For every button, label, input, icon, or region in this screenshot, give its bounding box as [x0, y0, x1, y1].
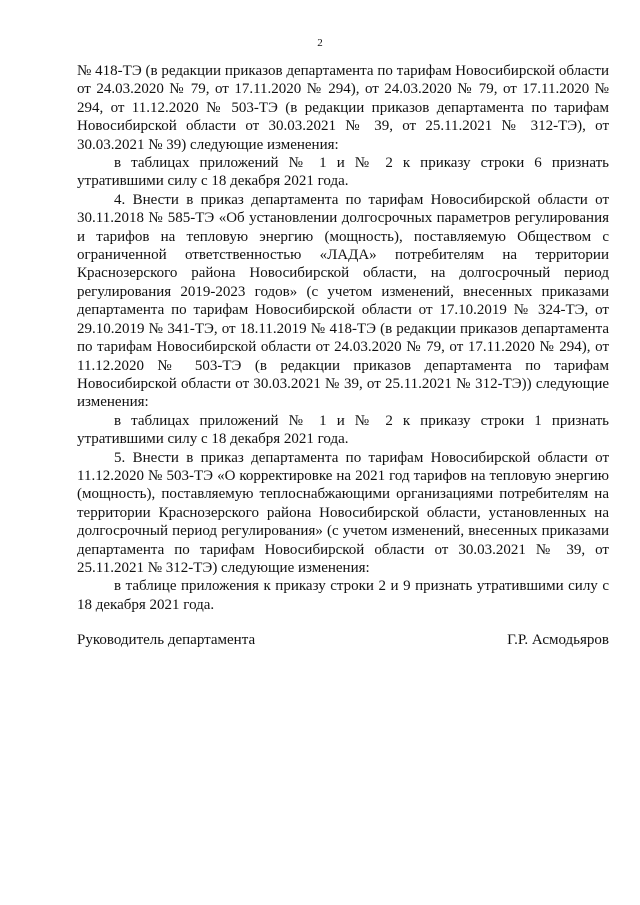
signatory-name: Г.Р. Асмодьяров — [507, 632, 609, 648]
page-number: 2 — [317, 37, 323, 49]
signatory-position: Руководитель департамента — [77, 632, 256, 648]
paragraph-item-4: 4. Внести в приказ департамента по тарифам Новосибирской области от 30.11.2018 № 585-ТЭ «Об установлении долгосрочных параметров регулирования и тарифов на тепловую энергию (мощность), поставляемую Обществом с ограниченной ответственностью «ЛАДА» потребителям на территории Краснозерского района Новосибирской области, на долгосрочный период регулирования 2019-2023 годов» (с учетом изменений, внесенных приказами департамента по тарифам Новосибирской области от 17.10.2019 № 324-ТЭ, от 29.10.2019 № 341-ТЭ, от 18.11.2019 № 418-ТЭ (в редакции приказов департамента по тарифам Новосибирской области от 24.03.2020 № 79, от 17.11.2020 № 294), от 11.12.2020 № 503-ТЭ (в редакции приказов департамента по тарифам Новосибирской области от 30.03.2021 № 39, от 25.11.2021 № 312-ТЭ)) следующие изменения: — [77, 191, 609, 411]
paragraph-item-5-change: в таблице приложения к приказу строки 2 и 9 признать утратившими силу с 18 декабря 2021 года. — [77, 578, 609, 613]
paragraph-item-3-change: в таблицах приложений № 1 и № 2 к приказу строки 6 признать утратившими силу с 18 декабря 2021 года. — [77, 155, 609, 190]
signature-block — [77, 631, 609, 651]
paragraph-continuation: № 418-ТЭ (в редакции приказов департамента по тарифам Новосибирской области от 24.03.2020 № 79, от 17.11.2020 № 294), от 24.03.2020 № 79, от 17.11.2020 № 294, от 11.12.2020 № 503-ТЭ (в редакции приказов департамента по тарифам Новосибирской области от 30.03.2021 № 39, от 25.11.2021 № 312-ТЭ), от 30.03.2021 № 39) следующие изменения: — [77, 63, 609, 153]
document-body — [77, 62, 609, 614]
paragraph-item-4-change: в таблицах приложений № 1 и № 2 к приказу строки 1 признать утратившими силу с 18 декабря 2021 года. — [77, 412, 609, 448]
paragraph-item-5: 5. Внести в приказ департамента по тарифам Новосибирской области от 11.12.2020 № 503-ТЭ «О корректировке на 2021 год тарифов на тепловую энергию (мощность), поставляемую теплоснабжающими организациями потребителям на территории Краснозерского района Новосибирской области, установленных на долгосрочный период регулирования» (с учетом изменений, внесенных приказами департамента по тарифам Новосибирской области от 30.03.2021 № 39, от 25.11.2021 № 312-ТЭ) следующие изменения: — [77, 449, 609, 576]
